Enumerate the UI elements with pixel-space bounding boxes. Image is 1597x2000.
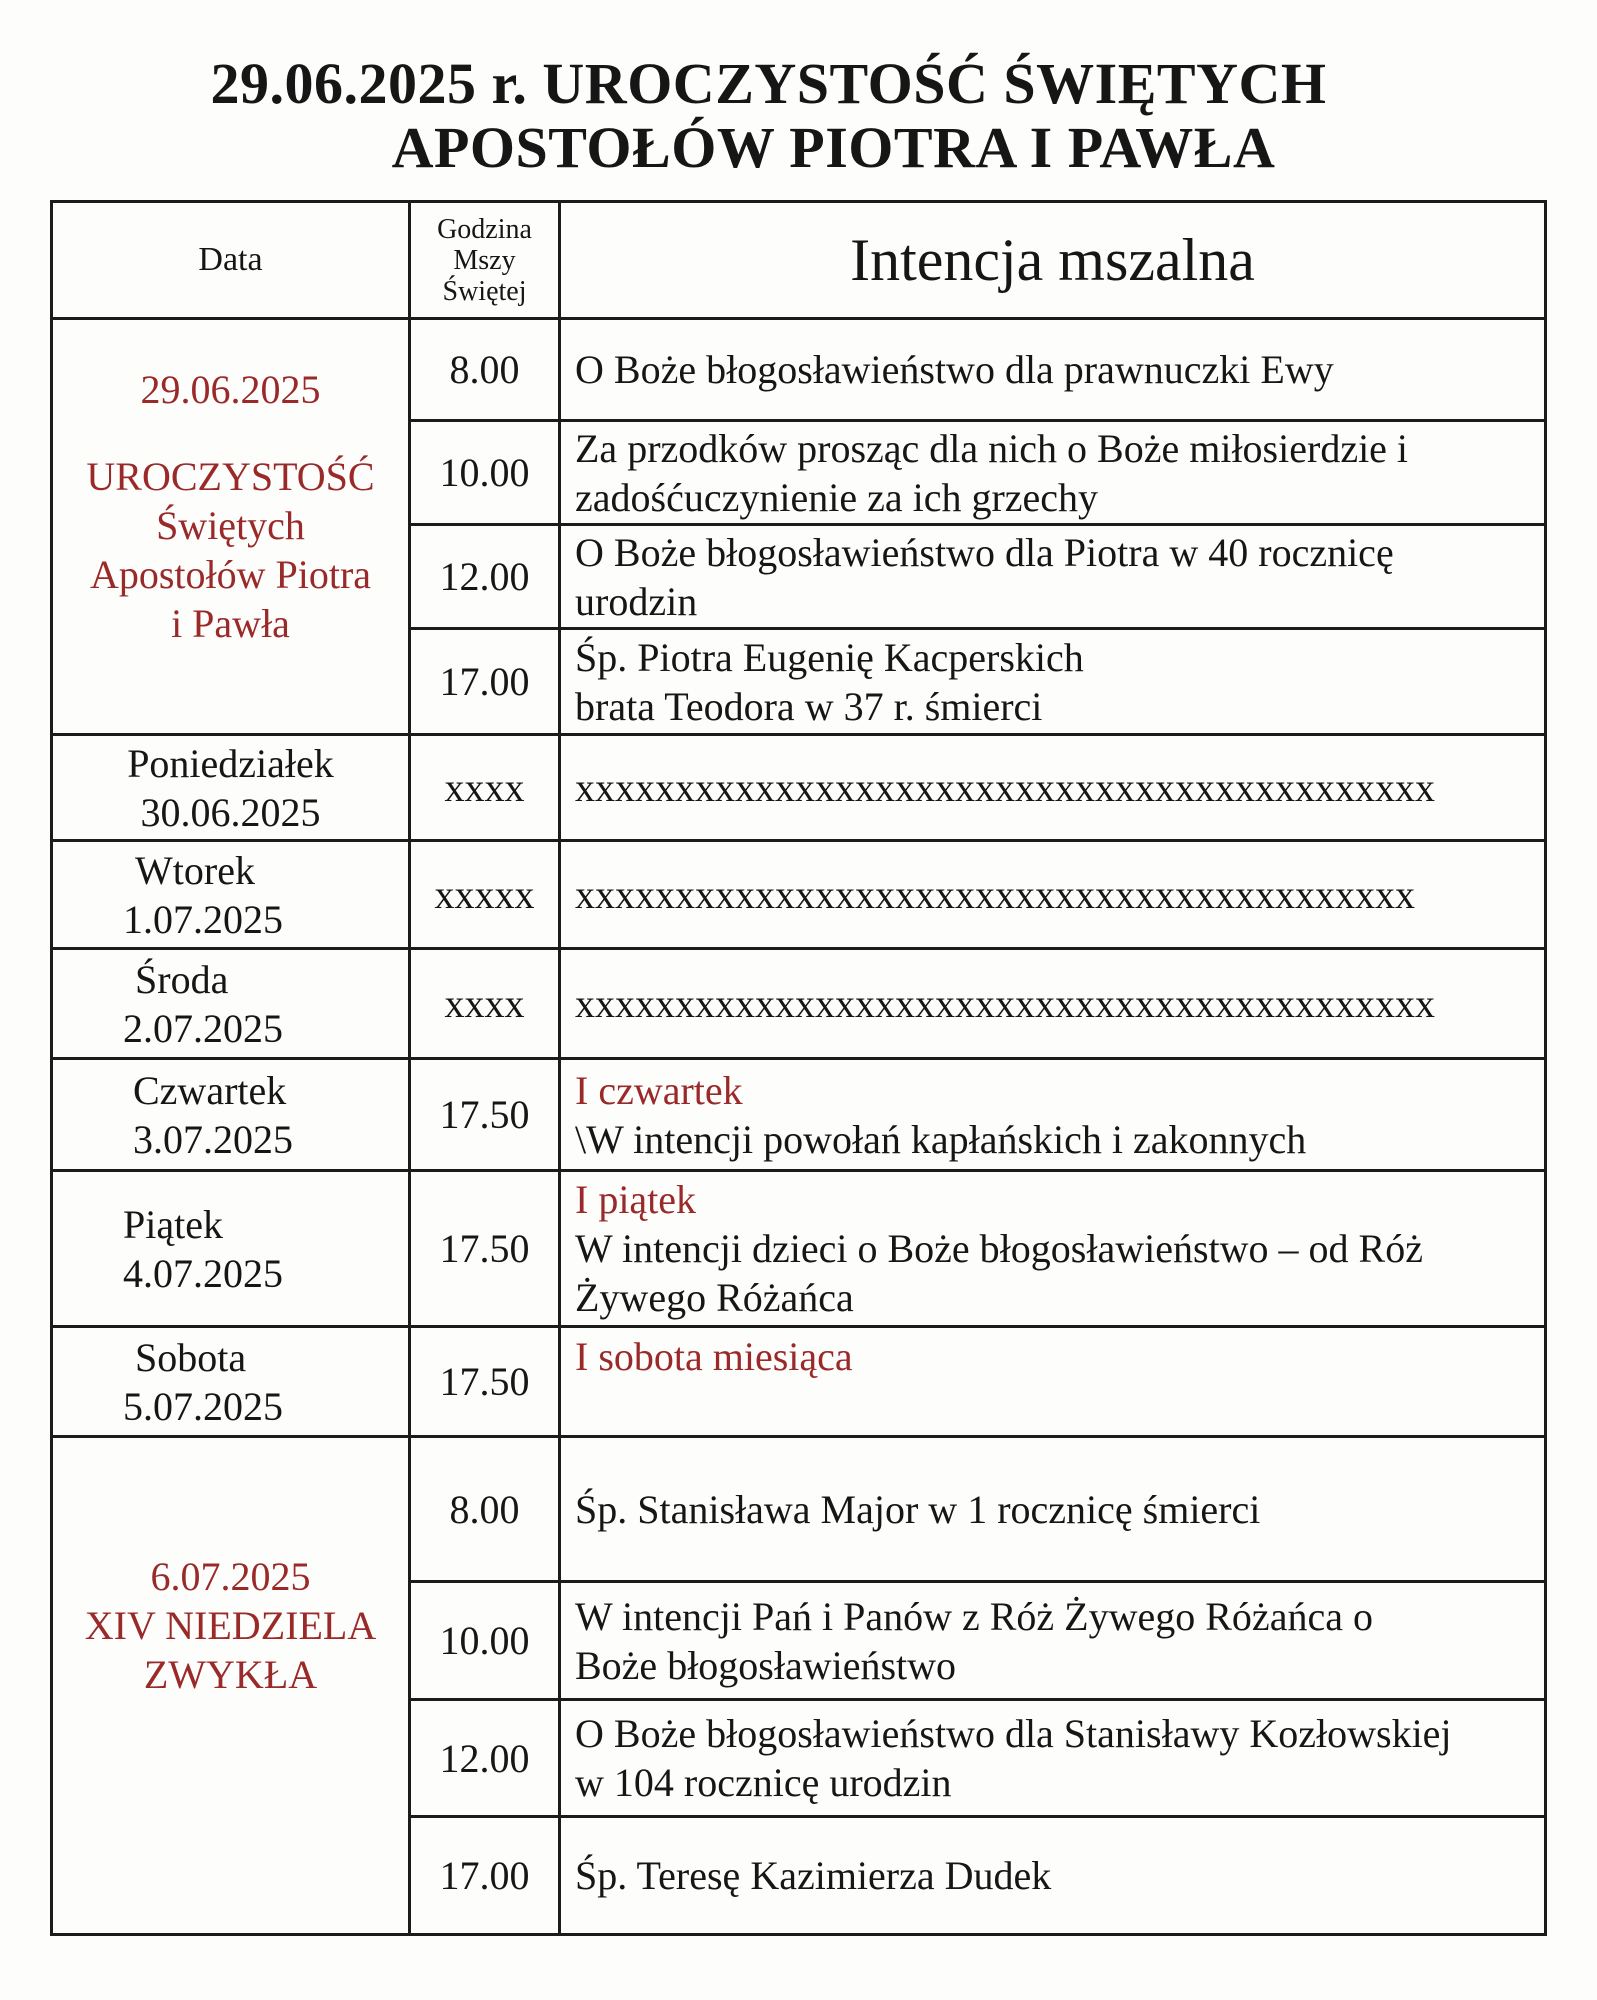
header-intention: Intencja mszalna [560, 202, 1546, 319]
weekday-name: Sobota [135, 1334, 247, 1380]
weekday-name: Czwartek [133, 1067, 287, 1113]
table-row [52, 1437, 1546, 1582]
header-hour-line-2: Mszy [453, 244, 516, 276]
mass-hour: 17.50 [410, 1171, 560, 1327]
sunday1-feast-line-4: i Pawła [171, 601, 290, 646]
weekday-date: 30.06.2025 [140, 789, 321, 835]
sunday2-date-cell [52, 1437, 410, 1935]
mass-intention: xxxxxxxxxxxxxxxxxxxxxxxxxxxxxxxxxxxxxxxxxx [560, 841, 1546, 949]
mass-intention [560, 525, 1546, 629]
header-row [52, 202, 1546, 319]
intention-line-1: Śp. Teresę Kazimierza Dudek [575, 1853, 1052, 1898]
weekday-date-cell [52, 1327, 410, 1437]
mass-hour: 8.00 [410, 1437, 560, 1582]
weekday-date-cell [52, 841, 410, 949]
table-row [52, 319, 1546, 421]
weekday-date: 5.07.2025 [123, 1383, 283, 1429]
table-row [52, 1171, 1546, 1327]
mass-hour: xxxxx [410, 841, 560, 949]
mass-intention: xxxxxxxxxxxxxxxxxxxxxxxxxxxxxxxxxxxxxxxxxxx [560, 735, 1546, 841]
header-hour [410, 202, 560, 319]
weekday-date: 1.07.2025 [123, 896, 283, 942]
mass-intention [560, 1582, 1546, 1700]
sunday1-feast-line-3: Apostołów Piotra [89, 552, 372, 597]
intention-line-1: O Boże błogosławieństwo dla Piotra w 40 rocznicę [575, 529, 1394, 575]
intention-line-1: Śp. Piotra Eugenię Kacperskich [575, 634, 1084, 680]
intention-line-1: W intencji Pań i Panów z Róż Żywego Różańca o [575, 1593, 1373, 1639]
title-line-2: APOSTOŁÓW PIOTRA I PAWŁA [391, 115, 1276, 180]
table-row [52, 949, 1546, 1059]
table-row [52, 735, 1546, 841]
weekday-name: Piątek [123, 1201, 223, 1247]
mass-hour: 8.00 [410, 319, 560, 421]
mass-intentions-table [50, 200, 1547, 1936]
page-title [0, 52, 1597, 180]
sunday1-date-cell [52, 319, 410, 735]
sunday2-date: 6.07.2025 [150, 1554, 311, 1599]
weekday-date-cell [52, 735, 410, 841]
intention-line-1: \W intencji powołań kapłańskich i zakonnych [575, 1116, 1307, 1162]
table-row [52, 1327, 1546, 1437]
table-row [52, 841, 1546, 949]
sunday2-feast-line-2: ZWYKŁA [143, 1652, 318, 1697]
intention-line-2: brata Teodora w 37 r. śmierci [575, 683, 1043, 729]
weekday-date-cell [52, 1059, 410, 1171]
mass-intention [560, 1437, 1546, 1582]
mass-hour: 10.00 [410, 421, 560, 525]
mass-intention [560, 1817, 1546, 1935]
intention-line-1: O Boże błogosławieństwo dla prawnuczki Ewy [575, 347, 1334, 392]
header-date: Data [52, 202, 410, 319]
mass-intention [560, 1059, 1546, 1171]
intention-line-1: W intencji dzieci o Boże błogosławieństwo – od Róż [575, 1226, 1423, 1271]
weekday-date-cell [52, 949, 410, 1059]
mass-intention [560, 421, 1546, 525]
mass-intention [560, 1327, 1546, 1437]
mass-intention: xxxxxxxxxxxxxxxxxxxxxxxxxxxxxxxxxxxxxxxxxxx [560, 949, 1546, 1059]
mass-hour: 17.00 [410, 629, 560, 735]
mass-intention [560, 319, 1546, 421]
mass-hour: 12.00 [410, 525, 560, 629]
intention-line-2: zadośćuczynienie za ich grzechy [575, 474, 1099, 520]
intention-line-2: Żywego Różańca [575, 1275, 854, 1320]
intention-note: I piątek [575, 1177, 697, 1222]
weekday-name: Środa [135, 956, 229, 1002]
mass-intention [560, 1171, 1546, 1327]
intention-line-1: Za przodków prosząc dla nich o Boże miłosierdzie i [575, 425, 1409, 471]
sunday2-feast-line-1: XIV NIEDZIELA [84, 1603, 377, 1648]
intention-line-2: urodzin [575, 578, 698, 624]
intention-line-1: O Boże błogosławieństwo dla Stanisławy Kozłowskiej [575, 1711, 1452, 1756]
weekday-date-cell [52, 1171, 410, 1327]
weekday-date: 3.07.2025 [133, 1116, 293, 1162]
weekday-date: 2.07.2025 [123, 1005, 283, 1051]
mass-intention [560, 1700, 1546, 1817]
mass-intention [560, 629, 1546, 735]
title-line-1: 29.06.2025 r. UROCZYSTOŚĆ ŚWIĘTYCH [210, 51, 1327, 116]
sunday1-feast-line-1: UROCZYSTOŚĆ [86, 454, 375, 499]
mass-hour: 17.50 [410, 1059, 560, 1171]
table-row [52, 1059, 1546, 1171]
intention-line-2: Boże błogosławieństwo [575, 1642, 957, 1688]
sunday1-feast-line-2: Świętych [156, 503, 305, 548]
header-hour-line-3: Świętej [442, 275, 527, 307]
header-hour-line-1: Godzina [437, 213, 532, 245]
mass-hour: xxxx [410, 735, 560, 841]
mass-hour: 12.00 [410, 1700, 560, 1817]
mass-hour: 17.00 [410, 1817, 560, 1935]
intention-note: I czwartek [575, 1067, 743, 1113]
mass-hour: 17.50 [410, 1327, 560, 1437]
intention-line-2: w 104 rocznicę urodzin [575, 1760, 952, 1805]
weekday-date: 4.07.2025 [123, 1250, 283, 1296]
mass-hour: 10.00 [410, 1582, 560, 1700]
mass-hour: xxxx [410, 949, 560, 1059]
weekday-name: Wtorek [135, 847, 255, 893]
sunday1-date: 29.06.2025 [140, 367, 321, 412]
intention-note: I sobota miesiąca [575, 1334, 853, 1379]
intention-line-1: Śp. Stanisława Major w 1 rocznicę śmierci [575, 1486, 1261, 1532]
weekday-name: Poniedziałek [127, 740, 334, 786]
